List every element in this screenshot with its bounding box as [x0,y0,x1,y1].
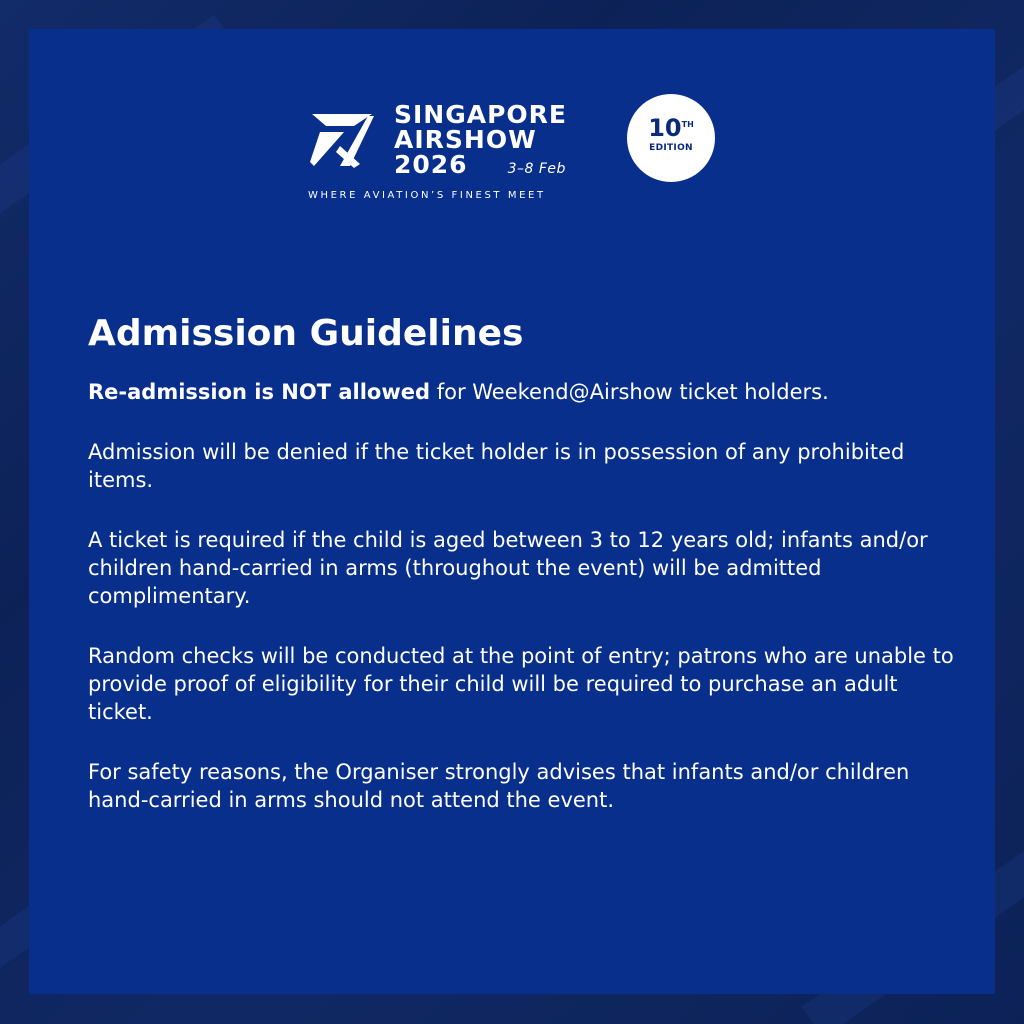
page-title: Admission Guidelines [88,313,524,354]
guideline-child-ticket: A ticket is required if the child is aged between 3 to 12 years old; infants and/or children hand-carried in arms (throughout the event) will be admitted complimentary. [88,528,928,608]
event-logo [308,100,728,210]
event-dates: 3–8 Feb [507,161,566,177]
guidelines-content [88,310,958,846]
guideline-readmission-bold: Re-admission is NOT allowed [88,380,431,404]
guideline-prohibited-items: Admission will be denied if the ticket holder is in possession of any prohibited items. [88,440,905,492]
logo-line-singapore: SINGAPORE [394,100,568,129]
edition-badge [627,94,715,182]
logo-line-year [394,152,567,182]
logo-line-airshow: AIRSHOW [394,125,537,154]
logo-wordmark [394,102,567,182]
edition-number: 10 [648,114,682,142]
airshow-logo-icon [310,106,376,170]
edition-suffix: TH [681,120,694,129]
guideline-readmission [88,378,958,406]
logo-tagline: WHERE AVIATION’S FINEST MEET [308,190,546,201]
logo-year: 2026 [394,150,468,179]
edition-label: EDITION [649,143,693,153]
guideline-safety-advice: For safety reasons, the Organiser strongly advises that infants and/or children hand-carried in arms should not attend the event. [88,760,910,812]
guideline-random-checks: Random checks will be conducted at the point of entry; patrons who are unable to provide proof of eligibility for their child will be required to purchase an adult ticket. [88,644,954,724]
guideline-readmission-rest: for Weekend@Airshow ticket holders. [430,380,829,404]
edition-number-wrap [627,112,715,141]
